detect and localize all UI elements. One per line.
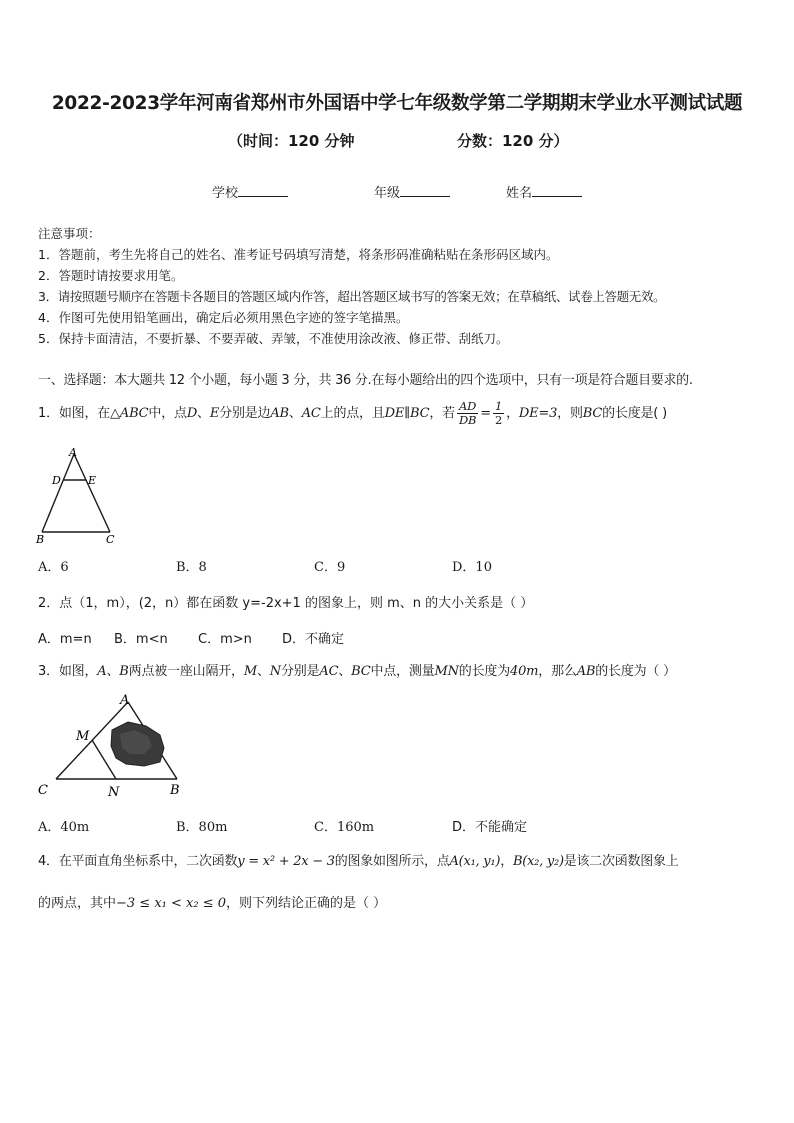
q4-point-a: A(x₁, y₁) <box>449 854 501 869</box>
q1-text-part: ，则 <box>557 406 583 421</box>
q3-point-a: A <box>97 664 107 679</box>
question-3-text <box>38 660 676 679</box>
score-label: 分数：120 分） <box>457 132 569 150</box>
section-heading: 一、选择题：本大题共 12 个小题，每小题 3 分，共 36 分.在每小题给出的四个选项中，只有一项是符合题目要求的. <box>38 373 693 388</box>
q3-option-a: A．40m <box>38 820 90 835</box>
q4-text-part: 是该二次函数图象上 <box>563 854 679 869</box>
q1-text-part: 分别是边 <box>219 406 271 421</box>
q1-parallel-condition: DE∥BC <box>384 406 430 421</box>
question-4-line-1 <box>38 850 679 869</box>
q1-text-part: 中，点 <box>148 406 187 421</box>
q3-point-m: M <box>243 664 257 679</box>
q4-text-part: 的图象如图所示，点 <box>334 854 450 869</box>
q1-side-ac-line <box>74 454 110 532</box>
grade-label: 年级 <box>374 186 401 201</box>
q3-mountain-figure <box>32 690 192 802</box>
q1-ratio-fraction <box>457 400 478 427</box>
name-label: 姓名 <box>506 186 533 201</box>
q4-text-part: 4．在平面直角坐标系中，二次函数 <box>38 854 238 869</box>
q3-label-b: B <box>170 783 180 798</box>
q1-label-a: A <box>69 446 77 459</box>
q1-option-b: B．8 <box>176 560 207 575</box>
q3-text-part: 中点，测量 <box>370 664 435 679</box>
q1-de-length: DE=3 <box>518 406 558 421</box>
q4-point-b: B(x₂, y₂) <box>512 854 564 869</box>
q1-triangle-abc: △ABC <box>110 406 149 421</box>
q1-text-part: ，若 <box>429 406 455 421</box>
q3-text-part: 分别是 <box>280 664 320 679</box>
fraction-denominator: 2 <box>494 413 503 427</box>
q3-option-d: D．不能确定 <box>452 820 528 835</box>
q1-label-c: C <box>106 533 115 544</box>
school-label: 学校 <box>212 186 239 201</box>
notice-item: 3．请按照题号顺序在答题卡各题目的答题区域内作答，超出答题区域书写的答案无效；在草稿纸、试卷上答题无效。 <box>38 289 666 304</box>
q1-point-d: D <box>186 406 198 421</box>
q4-quadratic-function: y = x² + 2x − 3 <box>237 854 335 869</box>
fraction-numerator: AD <box>459 399 477 413</box>
q1-side-ab: AB <box>270 406 289 421</box>
q3-text-part: 3．如图， <box>38 664 98 679</box>
q3-mn-length: 40m <box>510 664 539 679</box>
grade-blank <box>400 184 450 197</box>
q1-option-a: A．6 <box>38 560 69 575</box>
question-1-text <box>38 400 667 427</box>
notice-heading: 注意事项： <box>38 226 101 241</box>
exam-title: 2022-2023学年河南省郑州市外国语中学七年级数学第二学期期末学业水平测试试题 <box>51 93 743 114</box>
q1-triangle-figure <box>32 444 132 544</box>
notice-item: 1．答题前，考生先将自己的姓名、准考证号码填写清楚，将条形码准确粘贴在条形码区域内。 <box>38 247 559 262</box>
question-4-line-2 <box>38 892 386 911</box>
q2-option-d: D．不确定 <box>282 632 345 647</box>
q3-side-bc: BC <box>351 664 371 679</box>
q1-text-part: 的长度是( ) <box>602 406 667 421</box>
q3-label-n: N <box>108 785 120 800</box>
q4-text-part: ，则下列结论正确的是（ ） <box>226 896 387 911</box>
q1-text-part: ， <box>506 406 519 421</box>
q1-option-c: C．9 <box>314 560 346 575</box>
q2-option-a: A．m=n <box>38 632 92 647</box>
school-blank <box>238 184 288 197</box>
fraction-numerator: 1 <box>494 399 503 413</box>
q2-option-c: C．m>n <box>198 632 252 647</box>
question-2-text: 2．点（1，m），(2，n）都在函数 y=-2x+1 的图象上，则 m、n 的大小关系是（ ） <box>38 596 534 611</box>
q3-option-c: C．160m <box>314 820 375 835</box>
q1-option-d: D．10 <box>452 560 492 575</box>
q3-separator: 、 <box>106 664 120 679</box>
notice-item: 2．答题时请按要求用笔。 <box>38 268 184 283</box>
q3-option-b: B．80m <box>176 820 228 835</box>
q1-label-d: D <box>52 474 61 487</box>
q1-point-e: E <box>209 406 220 421</box>
q1-label-e: E <box>88 474 97 487</box>
q3-side-ab: AB <box>576 664 596 679</box>
q4-text-part: ， <box>500 854 513 869</box>
q3-point-n: N <box>269 664 281 679</box>
q3-side-ac: AC <box>319 664 339 679</box>
notice-item: 4．作图可先使用铅笔画出，确定后必须用黑色字迹的签字笔描黑。 <box>38 310 409 325</box>
q3-label-a: A <box>120 693 130 708</box>
fraction-denominator: DB <box>458 413 477 427</box>
grade-field <box>374 182 450 201</box>
time-label: （时间：120 分钟 <box>228 132 355 150</box>
q4-text-part: 的两点，其中 <box>38 896 117 911</box>
notice-item: 5．保持卡面清洁，不要折暴、不要弄破、弄皱，不准使用涂改液、修正带、刮纸刀。 <box>38 331 509 346</box>
q3-text-part: ，那么 <box>538 664 577 679</box>
q1-label-b: B <box>36 533 45 544</box>
q3-point-b: B <box>119 664 129 679</box>
q3-label-m: M <box>76 729 90 744</box>
q1-side-bc: BC <box>582 406 603 421</box>
q2-option-b: B．m<n <box>114 632 168 647</box>
q3-separator: 、 <box>256 664 270 679</box>
q3-text-part: 的长度为（ ） <box>595 664 676 679</box>
q1-separator: 、 <box>197 406 210 421</box>
q3-segment-mn: MN <box>434 664 459 679</box>
q3-label-c: C <box>38 783 48 798</box>
q1-side-ac: AC <box>301 406 321 421</box>
q1-half-fraction <box>493 400 504 427</box>
q3-text-part: 两点被一座山隔开， <box>128 664 244 679</box>
q1-side-ab-line <box>42 454 74 532</box>
school-field <box>212 182 288 201</box>
q1-text-part: 上的点，且 <box>320 406 385 421</box>
equals-sign: = <box>480 406 491 421</box>
q3-separator: 、 <box>338 664 352 679</box>
name-field <box>506 182 582 201</box>
q1-separator: 、 <box>288 406 302 421</box>
name-blank <box>532 184 582 197</box>
q1-text-part: 1．如图，在 <box>38 406 111 421</box>
q3-text-part: 的长度为 <box>458 664 510 679</box>
q4-condition: −3 ≤ x₁ < x₂ ≤ 0 <box>116 896 227 911</box>
